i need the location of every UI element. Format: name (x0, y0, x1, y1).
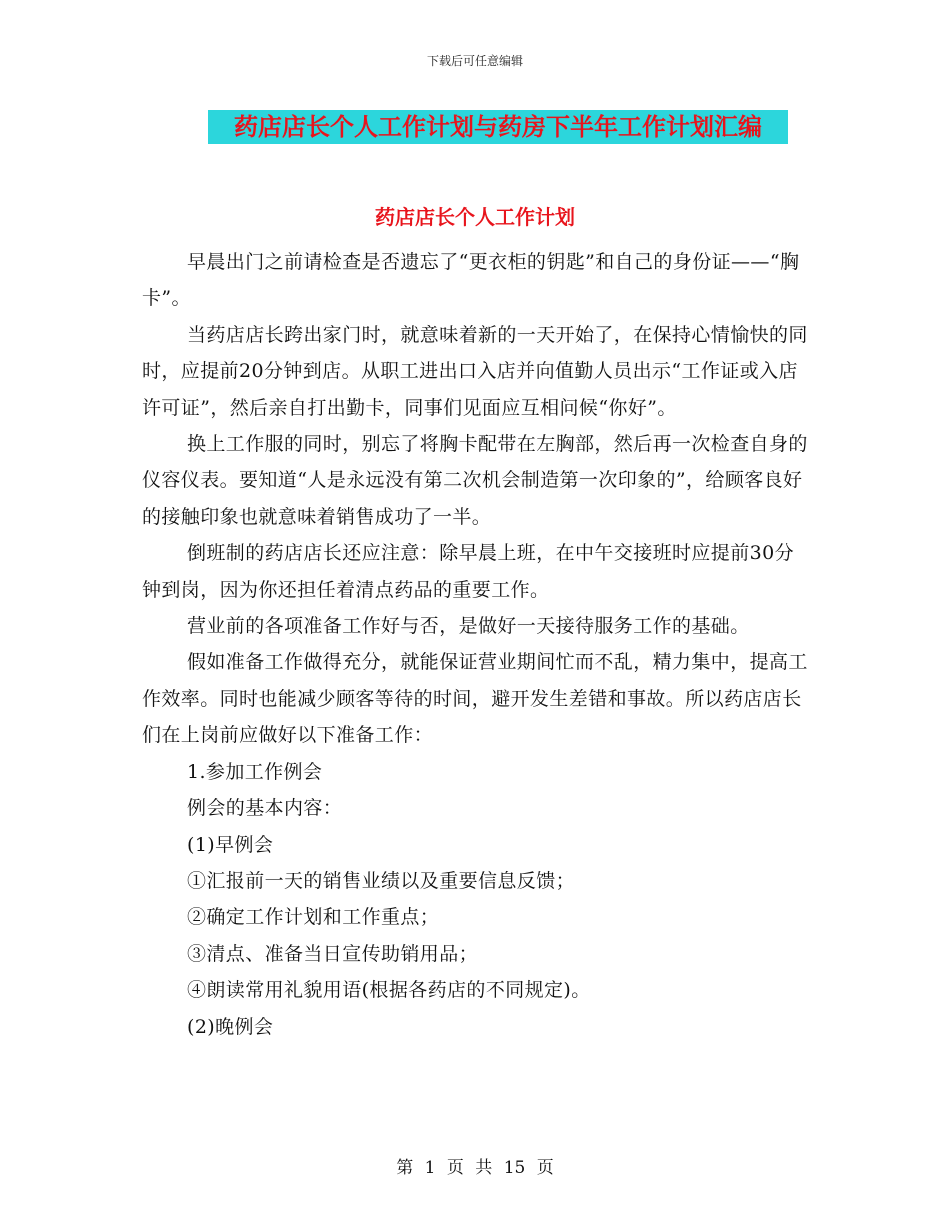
paragraph: 倒班制的药店店长还应注意：除早晨上班，在中午交接班时应提前30分钟到岗，因为你还担任着清点药品的重要工作。 (142, 542, 794, 601)
document-body (142, 244, 812, 1045)
list-item: 1.参加工作例会 (187, 760, 323, 783)
paragraph: 当药店店长跨出家门时，就意味着新的一天开始了，在保持心情愉快的同时，应提前20分钟到店。从职工进出口入店并向值勤人员出示“工作证或入店许可证”，然后亲自打出勤卡，同事们见面应互相问候“你好”。 (142, 323, 808, 419)
list-item: ④朗读常用礼貌用语(根据各药店的不同规定)。 (187, 979, 591, 1002)
list-item: (2)晚例会 (187, 1015, 274, 1038)
list-item: ③清点、准备当日宣传助销用品； (187, 942, 479, 965)
list-item: 例会的基本内容： (187, 797, 343, 820)
section-title: 药店店长个人工作计划 (375, 205, 575, 229)
page-number-footer: 第 1 页 共 15 页 (396, 1158, 554, 1178)
page-header-note: 下载后可任意编辑 (426, 54, 523, 68)
list-item: ①汇报前一天的销售业绩以及重要信息反馈； (187, 869, 576, 892)
document-title: 药店店长个人工作计划与药房下半年工作计划汇编 (208, 110, 788, 144)
list-item: ②确定工作计划和工作重点； (187, 906, 440, 929)
paragraph: 换上工作服的同时，别忘了将胸卡配带在左胸部，然后再一次检查自身的仪容仪表。要知道“人是永远没有第二次机会制造第一次印象的”，给顾客良好的接触印象也就意味着销售成功了一半。 (142, 433, 808, 528)
paragraph: 营业前的各项准备工作好与否，是做好一天接待服务工作的基础。 (187, 615, 750, 638)
paragraph: 假如准备工作做得充分，就能保证营业期间忙而不乱，精力集中，提高工作效率。同时也能减少顾客等待的时间，避开发生差错和事故。所以药店店长们在上岗前应做好以下准备工作： (142, 651, 808, 747)
list-item: (1)早例会 (187, 833, 274, 856)
paragraph: 早晨出门之前请检查是否遗忘了“更衣柜的钥匙”和自己的身份证——“胸卡”。 (142, 251, 800, 310)
